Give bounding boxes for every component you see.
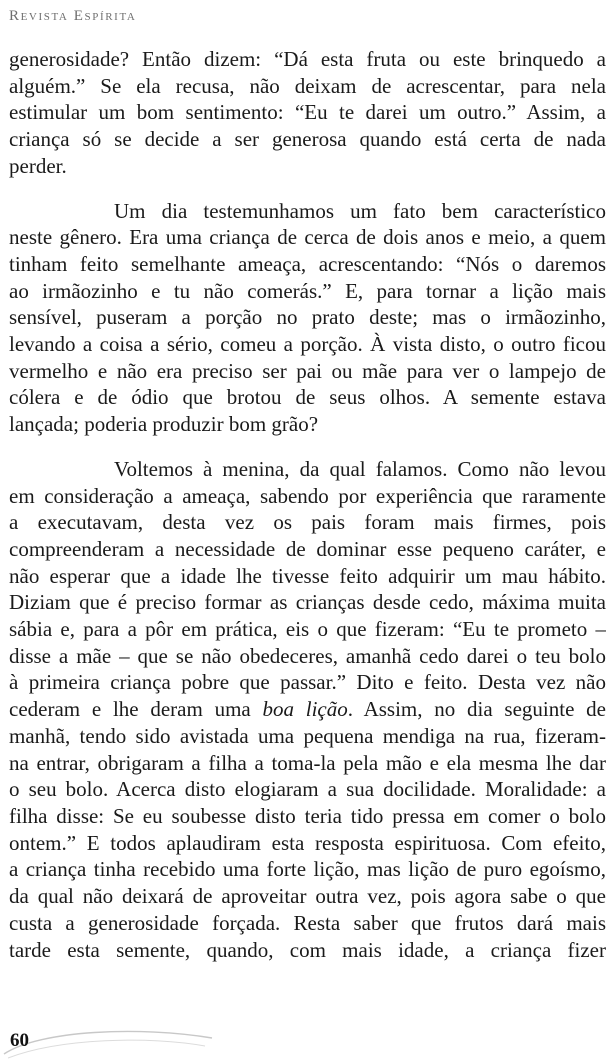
text-line: manhã, tendo sido avistada uma pequena mendiga na rua, fizeram- [9, 723, 606, 748]
text-line: disse a mãe – que se não obedeceres, amanhã cedo darei o teu bolo [9, 643, 606, 668]
text-line: compreenderam a necessidade de dominar esse pequeno caráter, e [9, 536, 606, 561]
text-line: alguém.” Se ela recusa, não deixam de acrescentar, para nela [9, 73, 606, 98]
text-line [9, 696, 606, 723]
text-line: à primeira criança pobre que passar.” Dito e feito. Desta vez não [9, 670, 606, 695]
running-head: Revista Espírita [9, 8, 137, 24]
text-line: da qual não deixará de aproveitar outra vez, pois agora sabe o que [9, 884, 606, 909]
text-line: vermelho e não era preciso ser pai ou mãe para ver o lampejo de [9, 358, 606, 383]
text-line: criança só se decide a ser generosa quando está certa de nada [9, 127, 606, 152]
text-line: estimular um bom sentimento: “Eu te darei um outro.” Assim, a [9, 100, 606, 125]
text-line: Diziam que é preciso formar as crianças desde cedo, máxima muita [9, 590, 606, 615]
text-line: a criança tinha recebido uma forte lição, mas lição de puro egoísmo, [9, 857, 606, 882]
text-line: tinham feito semelhante ameaça, acrescentando: “Nós o daremos [9, 251, 606, 276]
text-line: tarde esta semente, quando, com mais idade, a criança fizer [9, 937, 606, 962]
text-line: Um dia testemunhamos um fato bem característico [114, 198, 606, 223]
text-line: sensível, puseram a porção no prato deste; mas o irmãozinho, [9, 305, 606, 330]
text-line: ao irmãozinho e tu não comerás.” E, para tornar a lição mais [9, 278, 606, 303]
text-run: cederam e lhe deram uma [9, 697, 263, 722]
text-line: na entrar, obrigaram a filha a toma-la pela mão e ela mesma lhe dar [9, 750, 606, 775]
page-swoosh-ornament [0, 1024, 220, 1062]
paragraph [9, 456, 606, 963]
text-line: generosidade? Então dizem: “Dá esta fruta ou este brinquedo a [9, 47, 606, 71]
text-line: levando a coisa a sério, comeu a porção. À vista disto, o outro ficou [9, 332, 606, 357]
text-line: sábia e, para a pôr em prática, eis o que fizeram: “Eu te prometo – [9, 617, 606, 642]
text-line: custa a generosidade forçada. Resta saber que frutos dará mais [9, 910, 606, 935]
italic-phrase: boa lição [262, 697, 348, 722]
text-line: lançada; poderia produzir bom grão? [9, 412, 319, 437]
text-line: em consideração a ameaça, sabendo por experiência que raramente [9, 483, 606, 508]
text-line: Voltemos à menina, da qual falamos. Como não levou [114, 456, 606, 481]
text-line: filha disse: Se eu soubesse disto teria tido pressa em comer o bolo [9, 803, 606, 828]
page-number: 60 [10, 1030, 29, 1051]
text-line: o seu bolo. Acerca disto elogiaram a sua docilidade. Moralidade: a [9, 777, 606, 802]
text-line: neste gênero. Era uma criança de cerca de dois anos e meio, a quem [9, 225, 606, 250]
text-run: . Assim, no dia seguinte de [347, 697, 606, 722]
body-text [9, 46, 606, 963]
text-line: não esperar que a idade lhe tivesse feito adquirir um mau hábito. [9, 563, 606, 588]
text-line: a executavam, desta vez os pais foram mais firmes, pois [9, 510, 606, 535]
paragraph [9, 198, 606, 438]
text-line: cólera e de ódio que brotou de seus olhos. A semente estava [9, 385, 606, 410]
paragraph [9, 46, 606, 180]
text-line: ontem.” E todos aplaudiram esta resposta espirituosa. Com efeito, [9, 830, 606, 855]
text-line: perder. [9, 153, 67, 178]
